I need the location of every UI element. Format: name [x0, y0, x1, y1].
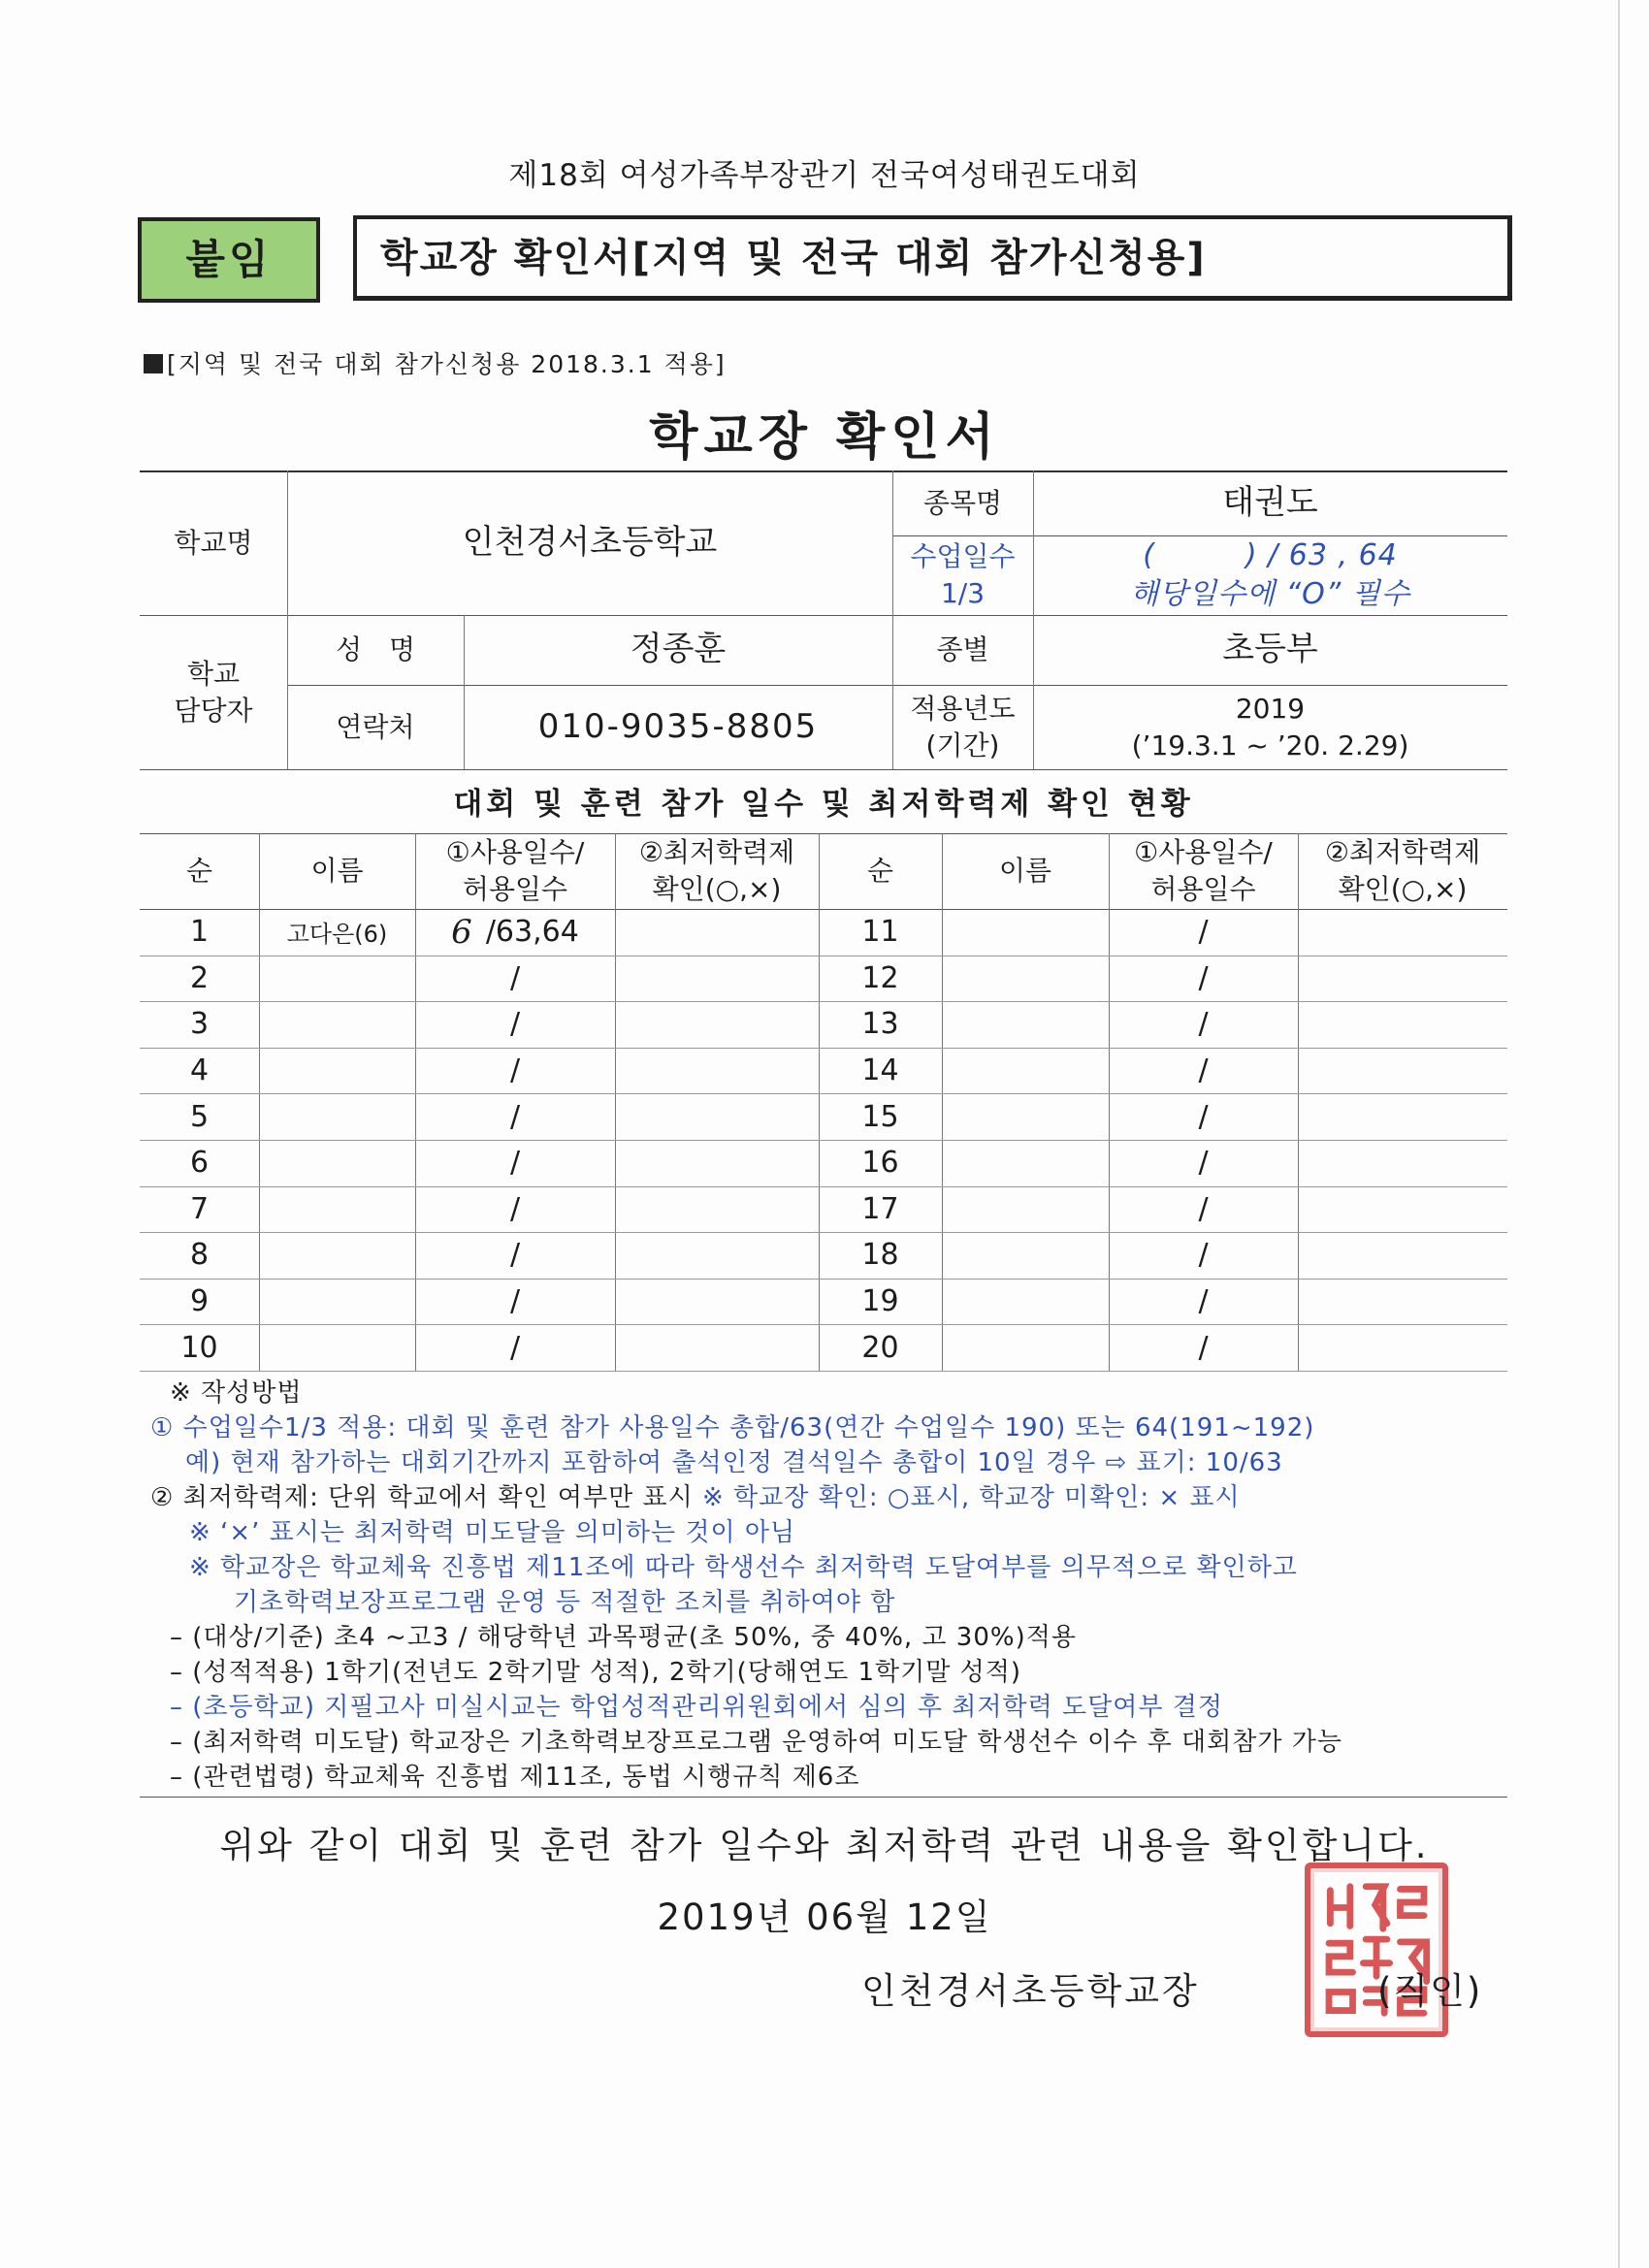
- note-line: ① 수업일수1/3 적용: 대회 및 훈련 참가 사용일수 총합/63(연간 수업일수 190) 또는 64(191~192): [150, 1413, 1315, 1442]
- row-name-2: [942, 1048, 1109, 1094]
- row-min-check-2: [1298, 1279, 1507, 1325]
- row-name-2: [942, 1093, 1109, 1140]
- notes-heading: ※ 작성방법: [170, 1378, 303, 1408]
- row-number-2: 20: [861, 1330, 899, 1365]
- status-table-title: 대회 및 훈련 참가 일수 및 최저학력제 확인 현황: [453, 787, 1194, 823]
- row-days-2: /: [1198, 1191, 1209, 1226]
- col-header-days: [415, 833, 615, 909]
- col-header-name: 이름: [310, 855, 364, 888]
- row-name-2: [942, 1140, 1109, 1186]
- name-value: 정종훈: [630, 630, 727, 669]
- row-days-2: /: [1198, 1099, 1209, 1134]
- row-name: [259, 1232, 415, 1279]
- note-line: 기초학력보장프로그램 운영 등 적절한 조치를 취하여야 함: [234, 1588, 896, 1617]
- row-min-check: [615, 1140, 819, 1186]
- divider: [140, 1797, 1507, 1798]
- col-header-min-2-line2: 확인(○,×): [1338, 873, 1468, 905]
- note-line: [150, 1480, 1528, 1515]
- row-used-days: 6: [451, 912, 472, 952]
- row-min-check-2: [1298, 1048, 1507, 1094]
- note-line: – (초등학교) 지필고사 미실시교는 학업성적관리위원회에서 심의 후 최저학력 도달여부 결정: [170, 1693, 1223, 1722]
- applicability-note: [144, 345, 727, 380]
- row-number: 4: [189, 1053, 210, 1088]
- row-allowed-days: /: [509, 960, 521, 995]
- row-days: [415, 1140, 615, 1186]
- row-min-check: [615, 956, 819, 1002]
- row-allowed-days: /: [509, 1330, 521, 1365]
- name-label: 성 명: [335, 633, 416, 666]
- school-label: 학교명: [174, 526, 253, 559]
- row-name: 고다은(6): [286, 921, 388, 949]
- year-label: [892, 685, 1033, 769]
- row-number-2: 19: [861, 1284, 899, 1319]
- row-min-check: [615, 1186, 819, 1233]
- row-min-check: [615, 1324, 819, 1371]
- row-name-2: [942, 956, 1109, 1002]
- row-allowed-days: /: [509, 1238, 521, 1273]
- class-days-value: [1033, 535, 1507, 615]
- row-allowed-days: /: [509, 1191, 521, 1226]
- row-number-2: 15: [861, 1099, 899, 1134]
- note-line: ※ 학교장은 학교체육 진흥법 제11조에 따라 학생선수 최저학력 도달여부를 의무적으로 확인하고: [189, 1553, 1298, 1582]
- row-name: [259, 1001, 415, 1048]
- year-label-line2: (기간): [925, 729, 1000, 761]
- row-days: [415, 1048, 615, 1094]
- row-days: [415, 1186, 615, 1233]
- row-days: [415, 956, 615, 1002]
- row-number-2: 16: [861, 1146, 899, 1181]
- class-days-label: [892, 535, 1033, 615]
- square-bullet-icon: [144, 354, 163, 373]
- class-days-label-line2: 1/3: [940, 577, 986, 609]
- division-label: 종별: [936, 633, 989, 666]
- col-header-no-2: 순: [866, 855, 894, 888]
- row-number: 5: [189, 1099, 210, 1134]
- row-min-check-2: [1298, 956, 1507, 1002]
- row-name-2: [942, 1001, 1109, 1048]
- row-min-check: [615, 1093, 819, 1140]
- row-days: [415, 1001, 615, 1048]
- row-min-check: [615, 1232, 819, 1279]
- confirmation-statement: 위와 같이 대회 및 훈련 참가 일수와 최저학력 관련 내용을 확인합니다.: [219, 1825, 1430, 1866]
- row-days-2: /: [1198, 1146, 1209, 1181]
- row-number: 3: [189, 1007, 210, 1042]
- row-number-2: 13: [861, 1007, 899, 1042]
- row-name-2: [942, 1232, 1109, 1279]
- row-min-check: [615, 909, 819, 956]
- col-header-min-line1: ②최저학력제: [638, 836, 795, 869]
- row-allowed-days: /63,64: [485, 915, 579, 950]
- row-number: 8: [189, 1238, 210, 1273]
- row-min-check: [615, 1001, 819, 1048]
- sport-value: 태권도: [1222, 482, 1318, 522]
- row-min-check: [615, 1048, 819, 1094]
- row-min-check-2: [1298, 1140, 1507, 1186]
- col-header-min-2-line1: ②최저학력제: [1324, 836, 1481, 869]
- contact-value: 010-9035-8805: [537, 706, 819, 746]
- row-days: [415, 1093, 615, 1140]
- row-days: [415, 1324, 615, 1371]
- row-allowed-days: /: [509, 1146, 521, 1181]
- row-days-2: /: [1198, 915, 1209, 950]
- note-line-part: ② 최저학력제: 단위 학교에서 확인 여부만 표시: [150, 1483, 703, 1512]
- row-allowed-days: /: [509, 1099, 521, 1134]
- col-header-name-2: 이름: [998, 855, 1052, 888]
- manager-label-line1: 학교: [186, 657, 241, 690]
- row-min-check: [615, 1279, 819, 1325]
- row-min-check-2: [1298, 1232, 1507, 1279]
- row-number: 1: [189, 915, 210, 950]
- seal-label: (직인): [1377, 1970, 1483, 2012]
- row-name-2: [942, 1324, 1109, 1371]
- note-line: – (대상/기준) 초4 ~고3 / 해당학년 과목평균(초 50%, 중 40%, 고 30%)적용: [170, 1623, 1077, 1652]
- col-header-min-2: [1298, 833, 1507, 909]
- attachment-badge: 붙임: [138, 217, 320, 303]
- note-line: – (최저학력 미도달) 학교장은 기초학력보장프로그램 운영하여 미도달 학생선수 이수 후 대회참가 가능: [170, 1728, 1342, 1757]
- note-line: – (성적적용) 1학기(전년도 2학기말 성적), 2학기(당해연도 1학기말 성적): [170, 1658, 1022, 1687]
- row-name: [259, 1093, 415, 1140]
- col-header-days-line1: ①사용일수/: [445, 836, 585, 869]
- row-number: 7: [189, 1191, 210, 1226]
- row-name-2: [942, 1186, 1109, 1233]
- row-min-check-2: [1298, 1001, 1507, 1048]
- row-days: [415, 909, 615, 956]
- row-number-2: 11: [861, 915, 899, 950]
- row-days: [415, 1232, 615, 1279]
- row-min-check-2: [1298, 909, 1507, 956]
- applicability-note-text: [지역 및 전국 대회 참가신청용 2018.3.1 적용]: [167, 350, 727, 378]
- class-days-label-line1: 수업일수: [910, 540, 1016, 573]
- row-days-2: /: [1198, 1330, 1209, 1365]
- row-name-2: [942, 1279, 1109, 1325]
- row-number-2: 14: [861, 1053, 899, 1088]
- page-title: 학교장 확인서: [649, 408, 1000, 467]
- manager-label: [140, 615, 287, 769]
- division-value: 초등부: [1222, 630, 1318, 669]
- row-name: [259, 956, 415, 1002]
- principal-signature-line: 인천경서초등학교장: [861, 1970, 1200, 2012]
- row-days-2: /: [1198, 1238, 1209, 1273]
- row-number: 6: [189, 1146, 210, 1181]
- col-header-no: 순: [185, 855, 213, 888]
- row-name: [259, 1140, 415, 1186]
- row-min-check-2: [1298, 1324, 1507, 1371]
- row-divider: [140, 1371, 1507, 1372]
- note-line: 예) 현재 참가하는 대회기간까지 포함하여 출석인정 결석일수 총합이 10일 경우 ⇨ 표기: 10/63: [185, 1448, 1283, 1477]
- row-allowed-days: /: [509, 1284, 521, 1319]
- row-number: 10: [180, 1330, 218, 1365]
- document-title-box: 학교장 확인서[지역 및 전국 대회 참가신청용]: [353, 215, 1512, 301]
- row-days-2: /: [1198, 1284, 1209, 1319]
- col-header-days-line2: 허용일수: [462, 873, 568, 905]
- class-days-value-line2: 해당일수에 “O” 필수: [1130, 577, 1410, 611]
- year-value: [1033, 685, 1507, 769]
- row-name: [259, 1324, 415, 1371]
- row-days: [415, 1279, 615, 1325]
- row-number: 9: [189, 1284, 210, 1319]
- year-value-line1: 2019: [1235, 692, 1306, 725]
- row-name: [259, 1186, 415, 1233]
- col-header-min-line2: 확인(○,×): [652, 873, 782, 905]
- row-allowed-days: /: [509, 1053, 521, 1088]
- event-title: 제18회 여성가족부장관기 전국여성태권도대회: [508, 158, 1141, 193]
- sport-label: 종목명: [922, 486, 1003, 519]
- note-line: ※ ‘×’ 표시는 최저학력 미도달을 의미하는 것이 아님: [189, 1518, 796, 1547]
- col-header-days-2: [1109, 833, 1298, 909]
- note-line-part: ※ 학교장 확인: ○표시, 학교장 미확인: × 표시: [702, 1483, 1241, 1512]
- row-min-check-2: [1298, 1093, 1507, 1140]
- row-days-2: /: [1198, 1007, 1209, 1042]
- col-header-days-2-line1: ①사용일수/: [1134, 836, 1273, 869]
- issue-date: 2019년 06월 12일: [657, 1896, 992, 1938]
- row-days-2: /: [1198, 1053, 1209, 1088]
- row-name-2: [942, 909, 1109, 956]
- table-line: [140, 769, 1507, 770]
- row-number: 2: [189, 960, 210, 995]
- year-label-line1: 적용년도: [910, 692, 1016, 725]
- row-name: [259, 1048, 415, 1094]
- row-name: [259, 1279, 415, 1325]
- note-line: – (관련법령) 학교체육 진흥법 제11조, 동법 시행규칙 제6조: [170, 1763, 860, 1792]
- writing-instructions: [150, 1376, 1528, 1795]
- row-days-2: /: [1198, 960, 1209, 995]
- col-header-min: [615, 833, 819, 909]
- year-value-line2: (’19.3.1 ~ ’20. 2.29): [1131, 729, 1409, 761]
- row-number-2: 12: [861, 960, 899, 995]
- row-min-check-2: [1298, 1186, 1507, 1233]
- row-allowed-days: /: [509, 1007, 521, 1042]
- class-days-value-line1: ( ) / 63 , 64: [1143, 537, 1398, 572]
- manager-label-line2: 담당자: [174, 694, 253, 727]
- col-header-days-2-line2: 허용일수: [1150, 873, 1256, 905]
- school-value: 인천경서초등학교: [462, 522, 718, 562]
- row-number-2: 18: [861, 1238, 899, 1273]
- row-number-2: 17: [861, 1191, 899, 1226]
- contact-label: 연락처: [336, 710, 415, 743]
